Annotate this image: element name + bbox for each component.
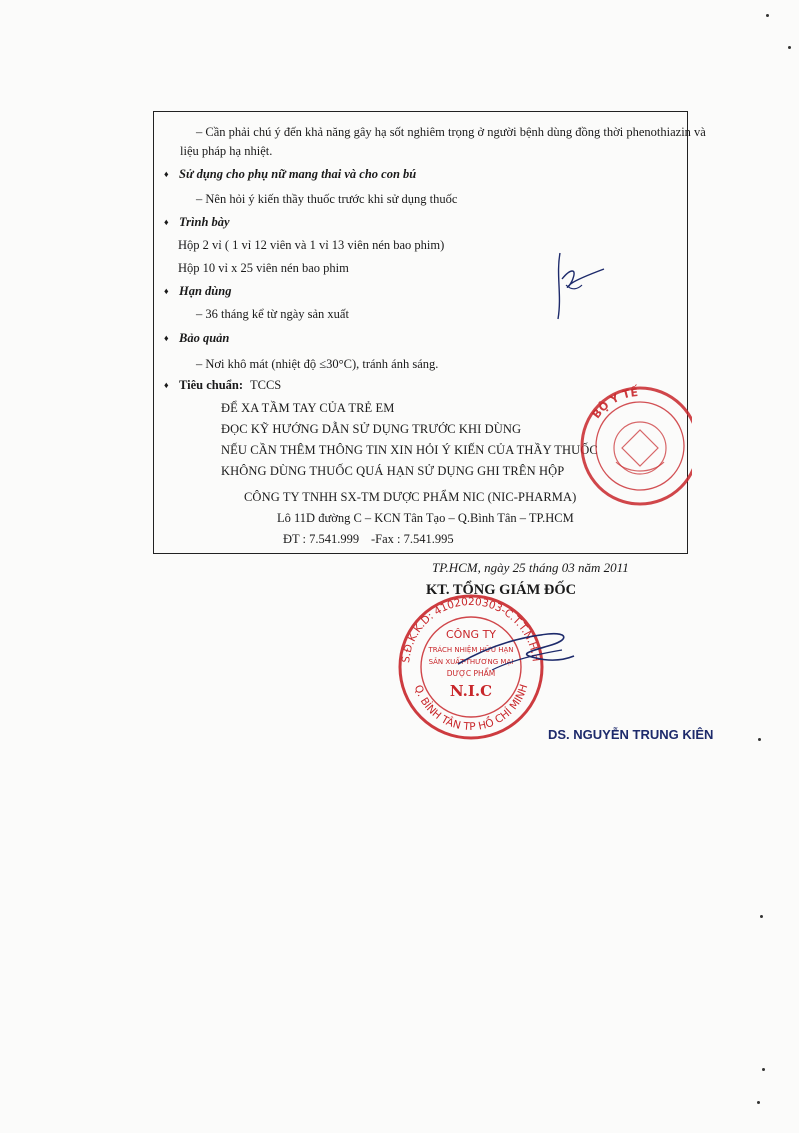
presentation-line-2: Hộp 10 vỉ x 25 viên nén bao phim xyxy=(178,261,349,275)
bullet-icon: ♦ xyxy=(164,169,169,179)
bullet-icon: ♦ xyxy=(164,333,169,343)
storage-heading: Bảo quản xyxy=(179,331,230,345)
bullet-icon: ♦ xyxy=(164,286,169,296)
ministry-stamp-icon xyxy=(572,378,692,508)
shelf-life-text: – 36 tháng kể từ ngày sản xuất xyxy=(196,307,349,321)
company-address: Lô 11D đường C – KCN Tân Tạo – Q.Bình Tân – TP.HCM xyxy=(277,511,574,525)
company-stamp-line-5: N.I.C xyxy=(449,682,493,700)
pregnancy-heading: Sử dụng cho phụ nữ mang thai và cho con bú xyxy=(179,167,417,181)
shelf-life-heading: Hạn dùng xyxy=(179,284,232,298)
presentation-line-1: Hộp 2 vỉ ( 1 vỉ 12 viên và 1 vỉ 13 viên nén bao phim) xyxy=(178,238,445,252)
company-stamp-ring-bottom: Q. BÌNH TÂN TP HỒ CHÍ MINH xyxy=(411,682,531,734)
date-line: TP.HCM, ngày 25 tháng 03 năm 2011 xyxy=(432,560,629,575)
warning-line-4: KHÔNG DÙNG THUỐC QUÁ HẠN SỬ DỤNG GHI TRÊN HỘP xyxy=(221,464,565,478)
scan-speck xyxy=(760,915,763,918)
scan-speck xyxy=(757,1101,760,1104)
bullet-icon: ♦ xyxy=(164,380,169,390)
scan-speck xyxy=(762,1068,765,1071)
caution-line-1: – Cần phải chú ý đến khả năng gây hạ sốt nghiêm trọng ở người bệnh dùng đồng thời phenothiazin và xyxy=(196,125,706,139)
scan-speck xyxy=(788,46,791,49)
company-stamp-ring-top: S.Đ.K.K.D: 4102020303-C.T.T.N.H.H xyxy=(400,595,542,664)
company-name: CÔNG TY TNHH SX-TM DƯỢC PHẨM NIC (NIC-PHARMA) xyxy=(244,490,577,504)
scan-speck xyxy=(758,738,761,741)
company-stamp-line-4: DƯỢC PHẨM xyxy=(446,669,496,678)
warning-line-1: ĐỂ XA TẦM TAY CỦA TRẺ EM xyxy=(221,401,395,415)
signatory-title: KT. TỔNG GIÁM ĐỐC xyxy=(426,582,577,598)
company-stamp-line-3: SẢN XUẤT-THƯƠNG MẠI xyxy=(428,658,514,666)
company-stamp-line-1: CÔNG TY xyxy=(445,628,497,641)
scan-speck xyxy=(766,14,769,17)
pregnancy-text: – Nên hỏi ý kiến thầy thuốc trước khi sử dụng thuốc xyxy=(196,192,458,206)
warning-line-3: NẾU CẦN THÊM THÔNG TIN XIN HỎI Ý KIẾN CỦA THẦY THUỐC xyxy=(221,443,598,457)
initials-signature-icon xyxy=(548,245,610,325)
signer-name: DS. NGUYỄN TRUNG KIÊN xyxy=(548,727,714,742)
standard-label: Tiêu chuẩn: xyxy=(179,378,244,392)
handwritten-signature-icon xyxy=(452,620,582,690)
ministry-stamp-text: BỘ Y TẾ xyxy=(589,385,639,421)
warning-line-2: ĐỌC KỸ HƯỚNG DẪN SỬ DỤNG TRƯỚC KHI DÙNG xyxy=(221,422,522,436)
bullet-icon: ♦ xyxy=(164,217,169,227)
company-fax: -Fax : 7.541.995 xyxy=(371,532,454,546)
company-stamp-line-2: TRÁCH NHIỆM HỮU HẠN xyxy=(428,646,514,654)
presentation-heading: Trình bày xyxy=(179,215,230,229)
caution-line-2: liệu pháp hạ nhiệt. xyxy=(180,144,273,158)
company-phone: ĐT : 7.541.999 xyxy=(283,532,360,546)
storage-text: – Nơi khô mát (nhiệt độ ≤30°C), tránh ánh sáng. xyxy=(196,357,439,371)
standard-value: TCCS xyxy=(250,378,282,392)
